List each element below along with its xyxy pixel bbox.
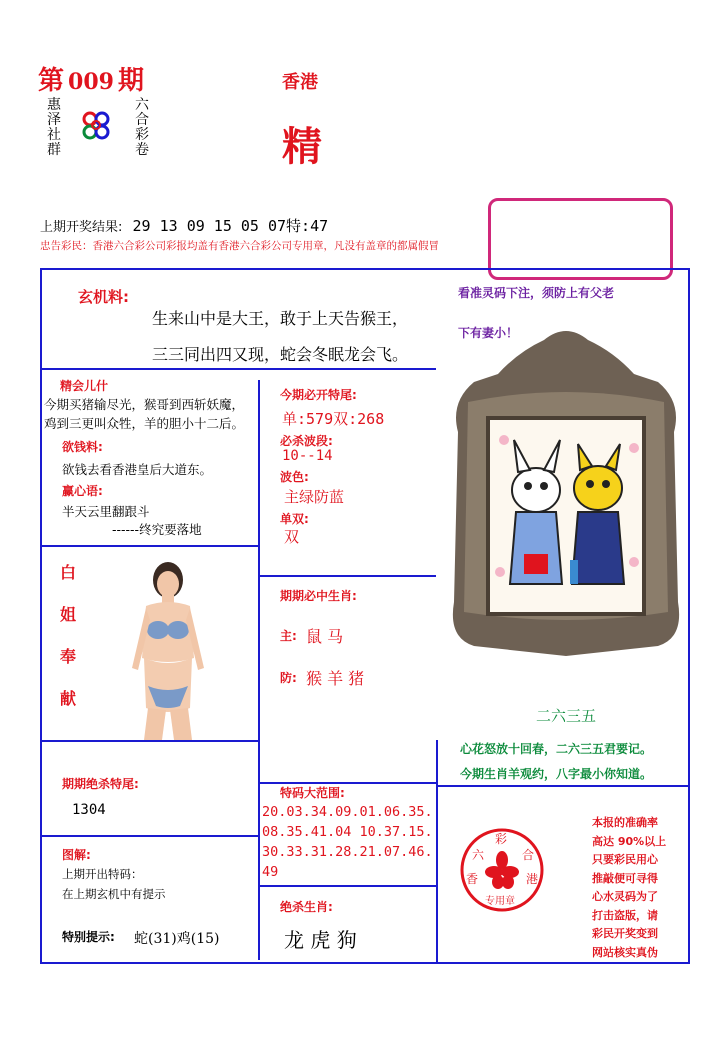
accuracy-line: 彩民开奖变到 [592, 927, 658, 940]
right-numbers: 二六三五 [536, 707, 597, 725]
seal-bottom: 专用章 [485, 896, 515, 907]
hint-label: 欲钱料: [62, 440, 103, 454]
seal-right: 合 [522, 848, 535, 862]
hint-text: 欲钱去看香港皇后大道东。 [62, 462, 213, 477]
wave-title: 必杀波段: [280, 434, 333, 448]
zodiac-main-label: 主: [280, 629, 297, 643]
accuracy-line: 本报的准确率 [592, 816, 658, 829]
divider-xuanji [40, 368, 436, 370]
seal-left: 六 [472, 848, 485, 862]
range-row: 30.33.31.28.21.07.46. [262, 844, 433, 860]
seal-bottom-right: 港 [526, 872, 539, 886]
accuracy-line: 推敲便可寻得 [592, 871, 658, 885]
accuracy-line: 心水灵码为了 [592, 890, 658, 903]
frame-left-line [40, 268, 42, 963]
left-poem-1: 今期买猪输尽光，猴哥到西斩妖魔， [44, 397, 245, 412]
divider-left-3 [40, 835, 258, 837]
issue-prefix: 第 [38, 66, 65, 96]
girl-caption-4: 献 [60, 689, 77, 708]
girl-caption [60, 560, 80, 728]
seal-top: 彩 [495, 832, 508, 846]
zodiac-guard-label: 防: [280, 671, 297, 685]
tujie-line-1: 上期开出特码： [62, 867, 143, 881]
wave-value: 10--14 [282, 448, 333, 464]
tail-odd-even: 单:579双:268 [282, 410, 385, 428]
divider-left-2 [40, 740, 258, 742]
girl-caption-3: 奉 [60, 647, 77, 666]
right-line-1: 看准灵码下注，须防上有父老 [458, 286, 615, 300]
issue-suffix: 期 [117, 66, 144, 96]
xuanji-line1: 生来山中是大王，敢于上天告猴王， [152, 309, 409, 328]
results-label: 上期开奖结果: [40, 220, 123, 235]
accuracy-line: 只要彩民用心 [592, 853, 658, 866]
divider-mid-3 [258, 885, 436, 887]
color-value: 主绿防蓝 [284, 488, 345, 506]
tujie-line-2: 在上期玄机中有提示 [62, 887, 166, 901]
issue-title [38, 60, 144, 97]
right-poem-2: 今期生肖羊观约，八字最小你知道。 [460, 767, 653, 781]
accuracy-line: 高达 90%以上 [592, 834, 667, 848]
dan-value: 双 [284, 528, 300, 546]
kill-zodiac-title: 绝杀生肖: [280, 900, 333, 914]
right-line-2: 下有妻小！ [458, 326, 519, 340]
girl-caption-1: 白 [60, 563, 77, 582]
frame-top-line [40, 268, 688, 270]
kill-tail-value: 1304 [72, 802, 106, 818]
special-hint-value: 蛇(31)鸡(15) [134, 931, 220, 947]
riddle-text: 半天云里翻跟斗 [62, 504, 150, 519]
lottery-logo-icon [78, 108, 114, 144]
divider-mid-vertical [258, 380, 260, 960]
accuracy-text [592, 814, 666, 962]
zodiac-main: 鼠 马 [306, 627, 344, 646]
xuanji-title: 玄机料: [78, 288, 129, 306]
accuracy-line: 网站核实真伪 [592, 945, 658, 959]
girl-caption-2: 姐 [60, 605, 77, 624]
results-numbers: 29 13 09 15 05 07特:47 [132, 217, 329, 235]
divider-mid-1 [258, 575, 436, 577]
issue-number: 009 [68, 69, 114, 95]
club-right-label: 六合彩卷 [135, 97, 149, 158]
girl-photo [118, 558, 214, 740]
zodiac-guard: 猴 羊 猪 [306, 669, 365, 688]
kill-zodiac-value: 龙 虎 狗 [284, 928, 357, 952]
special-hint-label: 特别提示: [62, 930, 115, 944]
xuanji-line2: 三三同出四又现，蛇会冬眠龙会飞。 [152, 345, 409, 364]
club-left-label: 惠泽社群 [47, 97, 61, 158]
hk-label: 香港 [282, 72, 318, 93]
right-poem-1: 心花怒放十回春，二六三五君要记。 [460, 742, 653, 756]
divider-left-1 [40, 545, 258, 547]
frame-right-line [688, 268, 690, 963]
tail-title: 今期必开特尾: [280, 388, 357, 402]
tujie-title: 图解: [62, 848, 91, 862]
framed-cartoon-image [444, 322, 688, 658]
seal-bottom-left: 香 [466, 872, 479, 886]
range-row: 20.03.34.09.01.06.35. [262, 804, 433, 820]
range-row: 49 [262, 864, 279, 880]
warning-text: 忠告彩民：香港六合彩公司彩报均盖有香港六合彩公司专用章，凡没有盖章的都属假冒 [40, 240, 439, 252]
divider-right-1 [436, 785, 688, 787]
accuracy-line: 打击盗版，请 [592, 908, 658, 922]
range-numbers [262, 802, 433, 882]
kill-tail-title: 期期绝杀特尾: [62, 777, 139, 791]
dan-title: 单双: [280, 512, 309, 526]
range-row: 08.35.41.04 10.37.15. [262, 824, 433, 840]
left-header: 精会儿什 [60, 379, 109, 393]
range-title: 特码大范围: [280, 786, 345, 800]
last-results [40, 215, 328, 236]
divider-right-vertical [436, 740, 438, 962]
left-poem-2: 鸡到三更叫众牲，羊的胆小十二后。 [44, 416, 245, 431]
zodiac-title: 期期必中生肖: [280, 589, 357, 603]
riddle-text-2: ------终究要落地 [112, 522, 202, 537]
color-title: 波色: [280, 470, 309, 484]
riddle-label: 赢心语: [62, 484, 103, 498]
frame-bottom-line [40, 962, 690, 964]
big-char: 精 [282, 123, 322, 170]
